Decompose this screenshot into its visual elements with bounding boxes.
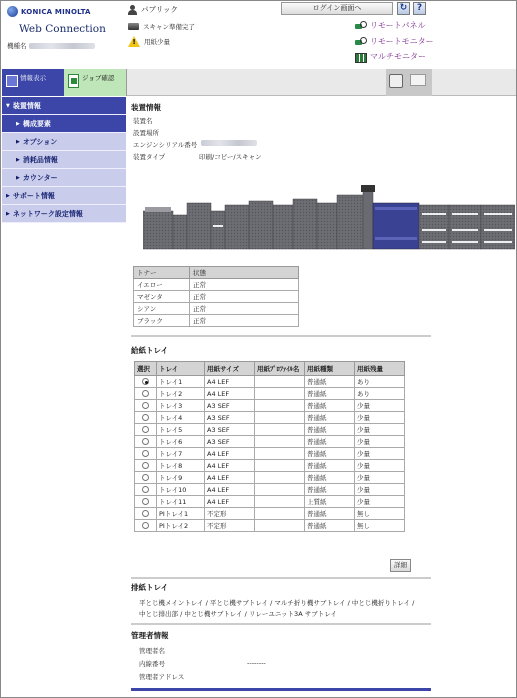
field-key: 内線番号: [139, 660, 165, 668]
model-row: [7, 41, 95, 50]
paper-remaining: あり: [355, 376, 405, 388]
paper-size: A4 LEF: [205, 496, 255, 508]
extension-row: [139, 659, 266, 668]
tray-radio[interactable]: [142, 462, 149, 469]
sidebar-item-options[interactable]: [2, 133, 126, 151]
paper-size: A4 LEF: [205, 472, 255, 484]
model-label: 機種名: [7, 42, 27, 50]
tray-select-cell: [135, 496, 157, 508]
brand-logo: [7, 6, 119, 17]
sidebar-item-network[interactable]: [2, 205, 126, 223]
tray-radio[interactable]: [142, 402, 149, 409]
column-header: トナー: [134, 267, 190, 279]
admin-info-title: 管理者情報: [131, 631, 169, 640]
sidebar-item-label: 装置情報: [12, 102, 41, 110]
tray-radio[interactable]: [142, 522, 149, 529]
job-icon: [68, 74, 79, 88]
table-row: [135, 520, 405, 532]
paper-type: 上質紙: [305, 496, 355, 508]
paper-profile: [255, 520, 305, 532]
tray-radio[interactable]: [142, 438, 149, 445]
column-header: 用紙残量: [355, 362, 405, 376]
paper-size: 不定形: [205, 520, 255, 532]
paper-size: A3 SEF: [205, 424, 255, 436]
scanner-icon: [128, 23, 139, 30]
multi-monitor-link[interactable]: [355, 51, 426, 62]
sidebar-item-label: ネットワーク設定情報: [12, 210, 83, 218]
paper-size: A3 SEF: [205, 400, 255, 412]
paper-remaining: 少量: [355, 496, 405, 508]
table-row: [134, 291, 299, 303]
device-name-row: [133, 116, 199, 125]
paper-tray-title: 給紙トレイ: [131, 346, 169, 355]
machine-illustration: [143, 181, 515, 251]
tray-radio[interactable]: [142, 426, 149, 433]
sidebar-item-device-info[interactable]: [2, 97, 126, 115]
tray-select-cell: [135, 412, 157, 424]
paper-profile: [255, 472, 305, 484]
table-row: [135, 412, 405, 424]
paper-size: A3 SEF: [205, 436, 255, 448]
toner-color: シアン: [134, 303, 190, 315]
table-row: [135, 508, 405, 520]
sidebar-item-support[interactable]: [2, 187, 126, 205]
tray-name: PIトレイ2: [157, 520, 205, 532]
paper-size: 不定形: [205, 508, 255, 520]
paper-type: 普通紙: [305, 412, 355, 424]
triangle-right-icon: ▶: [16, 175, 20, 181]
paper-profile: [255, 460, 305, 472]
paper-type: 普通紙: [305, 436, 355, 448]
paper-remaining: 少量: [355, 460, 405, 472]
user-indicator: [128, 4, 178, 15]
device-type-value: 印刷/コピー/スキャン: [199, 153, 262, 161]
output-tray-title: 排紙トレイ: [131, 583, 169, 592]
column-header: 用紙種類: [305, 362, 355, 376]
paper-type: 普通紙: [305, 520, 355, 532]
tray-name: トレイ11: [157, 496, 205, 508]
tab-info-display[interactable]: [2, 69, 64, 96]
column-header: 用紙サイズ: [205, 362, 255, 376]
table-row: [135, 424, 405, 436]
model-value-redacted: [29, 43, 95, 49]
paper-size: A3 SEF: [205, 412, 255, 424]
paper-type: 普通紙: [305, 424, 355, 436]
sidebar-item-counter[interactable]: [2, 169, 126, 187]
tray-name: トレイ7: [157, 448, 205, 460]
tray-name: トレイ8: [157, 460, 205, 472]
tray-select-cell: [135, 508, 157, 520]
triangle-right-icon: ▶: [6, 193, 10, 199]
paper-profile: [255, 496, 305, 508]
table-row: [135, 436, 405, 448]
paper-remaining: 無し: [355, 520, 405, 532]
remote-monitor-label: リモートモニター: [370, 37, 434, 46]
tray-header-row: [135, 362, 405, 376]
triangle-right-icon: ▶: [6, 211, 10, 217]
user-name: パブリック: [141, 5, 178, 14]
paper-size: A4 LEF: [205, 460, 255, 472]
column-header: 用紙ﾌﾟﾛﾌｧｲﾙ名: [255, 362, 305, 376]
sidebar-item-label: カウンター: [22, 174, 58, 182]
paper-status-text: 用紙少量: [144, 38, 170, 46]
login-button[interactable]: ログイン画面へ: [281, 2, 393, 15]
tray-select-cell: [135, 424, 157, 436]
output-tray-list: 平とじ機メイントレイ / 平とじ機サブトレイ / マルチ折り機サブトレイ / 中とじ機折りトレイ / 中とじ排出部 / 中とじ機サブトレイ / リレーユニット3A サブトレイ: [139, 599, 415, 618]
product-title: Web Connection: [19, 23, 106, 35]
brand-block: [7, 6, 119, 35]
tray-select-cell: [135, 484, 157, 496]
section-divider: [131, 577, 431, 579]
sidebar-item-consumables[interactable]: [2, 151, 126, 169]
paper-type: 普通紙: [305, 388, 355, 400]
paper-type: 普通紙: [305, 484, 355, 496]
table-row: [135, 388, 405, 400]
tray-select-cell: [135, 388, 157, 400]
device-type-row: [133, 152, 262, 161]
toner-status: 正常: [190, 291, 299, 303]
table-row: [135, 484, 405, 496]
sidebar-item-components[interactable]: [2, 115, 126, 133]
paper-profile: [255, 376, 305, 388]
tray-name: トレイ2: [157, 388, 205, 400]
admin-address-row: [139, 672, 247, 681]
tray-name: トレイ4: [157, 412, 205, 424]
sidebar-item-label: 消耗品情報: [22, 156, 58, 164]
tray-select-cell: [135, 436, 157, 448]
tray-radio[interactable]: [142, 486, 149, 493]
serial-row: [133, 140, 257, 149]
remote-monitor-link[interactable]: [355, 36, 434, 47]
tab-utility-icons: [386, 69, 432, 96]
paper-remaining: 少量: [355, 472, 405, 484]
paper-profile: [255, 484, 305, 496]
column-header: 選択: [135, 362, 157, 376]
paper-size: A4 LEF: [205, 484, 255, 496]
paper-profile: [255, 400, 305, 412]
tray-radio[interactable]: [142, 378, 149, 385]
table-row: [135, 448, 405, 460]
tray-select-cell: [135, 376, 157, 388]
paper-size: A4 LEF: [205, 388, 255, 400]
table-row: [135, 472, 405, 484]
toner-status: 正常: [190, 315, 299, 327]
paper-profile: [255, 412, 305, 424]
field-key: 装置タイプ: [133, 153, 166, 161]
table-row: [134, 303, 299, 315]
paper-profile: [255, 424, 305, 436]
table-row: [135, 400, 405, 412]
company-name: KONICA MINOLTA: [21, 7, 91, 16]
tray-select-cell: [135, 460, 157, 472]
tray-name: トレイ1: [157, 376, 205, 388]
tray-name: トレイ5: [157, 424, 205, 436]
toner-color: マゼンタ: [134, 291, 190, 303]
toner-status: 正常: [190, 279, 299, 291]
table-row: [135, 376, 405, 388]
tray-radio[interactable]: [142, 390, 149, 397]
triangle-right-icon: ▶: [16, 139, 20, 145]
toner-status: 正常: [190, 303, 299, 315]
logo-mark-icon: [7, 6, 18, 17]
footer-accent-line: [131, 688, 431, 691]
paper-profile: [255, 448, 305, 460]
warning-icon: [128, 36, 140, 47]
table-row: [135, 460, 405, 472]
serial-value-redacted: [201, 140, 257, 146]
tab-job-label: ジョブ確認: [82, 74, 115, 82]
extension-value: --------: [247, 659, 266, 667]
tray-select-cell: [135, 400, 157, 412]
field-key: 装置名: [133, 117, 153, 125]
toner-color: イエロー: [134, 279, 190, 291]
tray-name: トレイ9: [157, 472, 205, 484]
info-display-icon: [6, 75, 18, 87]
tray-name: PIトレイ1: [157, 508, 205, 520]
column-header: 状態: [190, 267, 299, 279]
tray-radio[interactable]: [142, 474, 149, 481]
tray-select-cell: [135, 472, 157, 484]
triangle-right-icon: ▶: [16, 157, 20, 163]
scan-status: [128, 22, 195, 31]
paper-type: 普通紙: [305, 376, 355, 388]
tray-name: トレイ10: [157, 484, 205, 496]
refresh-icon[interactable]: ↻: [397, 2, 410, 15]
column-header: トレイ: [157, 362, 205, 376]
table-row: [134, 315, 299, 327]
table-row: [135, 496, 405, 508]
paper-remaining: 少量: [355, 424, 405, 436]
field-key: 設置場所: [133, 129, 159, 137]
remote-panel-icon: [355, 21, 366, 31]
paper-remaining: 少量: [355, 448, 405, 460]
paper-profile: [255, 508, 305, 520]
triangle-down-icon: ▼: [6, 103, 10, 109]
toner-color: ブラック: [134, 315, 190, 327]
paper-remaining: 少量: [355, 400, 405, 412]
section-divider: [131, 623, 431, 625]
tray-radio[interactable]: [142, 450, 149, 457]
display-icon[interactable]: [410, 74, 426, 86]
paper-type: 普通紙: [305, 472, 355, 484]
user-icon: [128, 5, 137, 15]
scan-status-text: スキャン準備完了: [143, 23, 195, 31]
admin-name-row: [139, 646, 247, 655]
triangle-right-icon: ▶: [16, 121, 20, 127]
toner-table: [133, 266, 299, 327]
field-key: 管理者名: [139, 647, 165, 655]
tray-select-cell: [135, 448, 157, 460]
sidebar-item-label: サポート情報: [12, 192, 55, 200]
remote-monitor-icon: [355, 37, 366, 47]
paper-remaining: 少量: [355, 436, 405, 448]
tray-radio[interactable]: [142, 414, 149, 421]
help-button[interactable]: ?: [413, 2, 426, 15]
paper-remaining: 少量: [355, 484, 405, 496]
sidebar-item-label: 構成要素: [22, 120, 51, 128]
detail-button[interactable]: 詳細: [390, 559, 411, 572]
field-key: エンジンシリアル番号: [133, 141, 198, 149]
tray-radio[interactable]: [142, 510, 149, 517]
location-row: [133, 128, 199, 137]
paper-type: 普通紙: [305, 448, 355, 460]
multi-monitor-label: マルチモニター: [370, 52, 426, 61]
device-info-title: 装置情報: [131, 103, 161, 112]
paper-type: 普通紙: [305, 508, 355, 520]
paper-type: 普通紙: [305, 460, 355, 472]
tab-job-check[interactable]: [64, 69, 127, 96]
paper-type: 普通紙: [305, 400, 355, 412]
tray-radio[interactable]: [142, 498, 149, 505]
paper-status: [128, 36, 170, 47]
paper-remaining: 無し: [355, 508, 405, 520]
tray-select-cell: [135, 520, 157, 532]
remote-panel-link[interactable]: [355, 20, 426, 31]
multi-monitor-icon: [355, 52, 366, 62]
remote-panel-label: リモートパネル: [370, 21, 426, 30]
tab-info-label: 情報表示: [20, 74, 46, 82]
sidebar-item-label: オプション: [22, 138, 58, 146]
paper-tray-table: [134, 361, 405, 532]
section-divider: [131, 335, 431, 337]
toner-header-row: [134, 267, 299, 279]
paper-remaining: 少量: [355, 412, 405, 424]
device-status-icon[interactable]: [389, 74, 403, 88]
table-row: [134, 279, 299, 291]
field-key: 管理者アドレス: [139, 673, 185, 681]
paper-profile: [255, 388, 305, 400]
paper-size: A4 LEF: [205, 376, 255, 388]
paper-profile: [255, 436, 305, 448]
paper-size: A4 LEF: [205, 448, 255, 460]
tray-name: トレイ3: [157, 400, 205, 412]
paper-remaining: あり: [355, 388, 405, 400]
tray-name: トレイ6: [157, 436, 205, 448]
